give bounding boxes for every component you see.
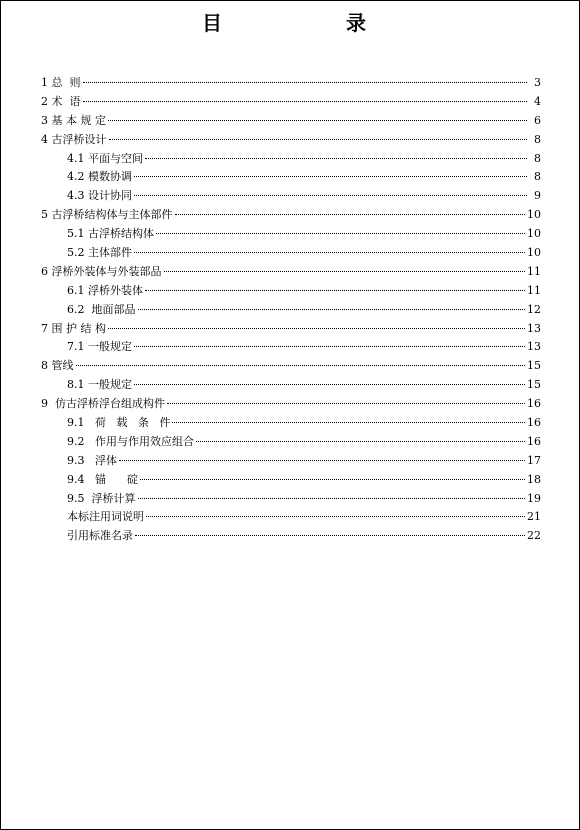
toc-entry-label: 8.1 一般规定 (67, 378, 132, 392)
page-title: 目 录 (202, 11, 394, 35)
toc-dot-leader (134, 384, 525, 385)
toc-dot-leader (76, 365, 526, 366)
toc-page-number: 19 (527, 491, 541, 505)
toc-page-number: 11 (527, 264, 541, 278)
toc-entry[interactable] (41, 206, 541, 225)
toc-entry-label: 引用标准名录 (67, 529, 133, 543)
toc-dot-leader (145, 158, 527, 159)
toc-dot-leader (134, 176, 527, 177)
toc-entry[interactable] (41, 338, 541, 357)
toc-entry-label: 5.2 主体部件 (67, 246, 132, 260)
toc-entry[interactable] (41, 490, 541, 509)
toc-page-number: 8 (534, 170, 541, 184)
toc-dot-leader (119, 460, 525, 461)
toc-dot-leader (156, 233, 525, 234)
table-of-contents (41, 74, 541, 546)
toc-entry[interactable] (41, 471, 541, 490)
toc-page-number: 15 (527, 359, 541, 373)
toc-entry-label: 本标注用词说明 (67, 510, 144, 524)
toc-page-number: 17 (527, 453, 541, 467)
toc-page-number: 3 (534, 76, 541, 89)
toc-entry[interactable] (41, 320, 541, 339)
toc-entry[interactable] (41, 527, 541, 546)
toc-entry[interactable] (41, 187, 541, 206)
toc-page-number: 18 (527, 472, 541, 486)
toc-page-number: 8 (534, 151, 541, 165)
toc-entry-label: 3 基 本 规 定 (41, 113, 106, 127)
toc-dot-leader (134, 195, 527, 196)
toc-page-number: 16 (527, 416, 541, 430)
toc-entry-label: 6 浮桥外装体与外装部品 (41, 264, 162, 278)
toc-dot-leader (83, 82, 528, 83)
toc-dot-leader (140, 479, 525, 480)
toc-entry[interactable] (41, 244, 541, 263)
toc-entry[interactable] (41, 168, 541, 187)
toc-entry-label: 7 围 护 结 构 (41, 321, 106, 335)
toc-page-number: 6 (534, 113, 541, 127)
toc-entry-label: 8 管线 (41, 359, 74, 373)
toc-page-number: 4 (534, 94, 541, 108)
toc-entry[interactable] (41, 433, 541, 452)
toc-entry-label: 9.1 荷 载 条 件 (67, 416, 171, 430)
toc-entry-label: 4.3 设计协同 (67, 189, 132, 203)
toc-page-number: 10 (527, 208, 541, 222)
toc-page-number: 22 (527, 529, 541, 543)
toc-dot-leader (134, 346, 525, 347)
toc-dot-leader (145, 290, 525, 291)
toc-entry[interactable] (41, 395, 541, 414)
toc-dot-leader (108, 120, 527, 121)
toc-dot-leader (172, 422, 525, 423)
toc-entry[interactable] (41, 357, 541, 376)
toc-dot-leader (146, 516, 525, 517)
toc-dot-leader (164, 271, 526, 272)
toc-entry-label: 9.2 作用与作用效应组合 (67, 434, 194, 448)
toc-page-number: 12 (527, 302, 541, 316)
toc-entry[interactable] (41, 414, 541, 433)
toc-page-number: 10 (527, 227, 541, 241)
toc-page-number: 8 (534, 132, 541, 146)
toc-entry[interactable] (41, 452, 541, 471)
toc-dot-leader (138, 309, 526, 310)
toc-dot-leader (109, 139, 528, 140)
toc-entry-label: 9 仿古浮桥浮台组成构件 (41, 397, 165, 411)
toc-dot-leader (135, 535, 525, 536)
toc-entry[interactable] (41, 508, 541, 527)
toc-page-number: 10 (527, 246, 541, 260)
toc-entry-label: 7.1 一般规定 (67, 340, 132, 354)
toc-entry-label: 2 术 语 (41, 94, 81, 108)
toc-entry[interactable] (41, 263, 541, 282)
toc-entry[interactable] (41, 93, 541, 112)
toc-entry-label: 5.1 古浮桥结构体 (67, 227, 154, 241)
toc-entry-label: 1 总 则 (41, 76, 81, 89)
toc-entry-label: 4.2 模数协调 (67, 170, 132, 184)
toc-entry[interactable] (41, 74, 541, 93)
toc-entry-label: 9.5 浮桥计算 (67, 491, 136, 505)
toc-entry-label: 6.1 浮桥外装体 (67, 283, 143, 297)
toc-entry-label: 9.4 锚 碇 (67, 472, 138, 486)
toc-page-number: 11 (527, 283, 541, 297)
toc-entry[interactable] (41, 376, 541, 395)
toc-dot-leader (108, 328, 525, 329)
toc-dot-leader (134, 252, 525, 253)
toc-dot-leader (196, 441, 525, 442)
toc-page-number: 21 (527, 510, 541, 524)
toc-entry[interactable] (41, 150, 541, 169)
toc-entry[interactable] (41, 301, 541, 320)
toc-entry[interactable] (41, 225, 541, 244)
toc-entry-label: 6.2 地面部品 (67, 302, 136, 316)
toc-entry-label: 9.3 浮体 (67, 453, 117, 467)
toc-entry-label: 5 古浮桥结构体与主体部件 (41, 208, 173, 222)
toc-entry-label: 4 古浮桥设计 (41, 132, 107, 146)
toc-dot-leader (175, 214, 526, 215)
toc-page-number: 16 (527, 434, 541, 448)
toc-page-number: 9 (534, 189, 541, 203)
toc-dot-leader (83, 101, 528, 102)
toc-entry[interactable] (41, 131, 541, 150)
toc-page-number: 13 (527, 340, 541, 354)
toc-page-number: 15 (527, 378, 541, 392)
toc-entry-label: 4.1 平面与空间 (67, 151, 143, 165)
toc-page-number: 16 (527, 397, 541, 411)
toc-dot-leader (138, 498, 526, 499)
toc-entry[interactable] (41, 112, 541, 131)
toc-entry[interactable] (41, 282, 541, 301)
toc-dot-leader (167, 403, 525, 404)
toc-page-number: 13 (527, 321, 541, 335)
